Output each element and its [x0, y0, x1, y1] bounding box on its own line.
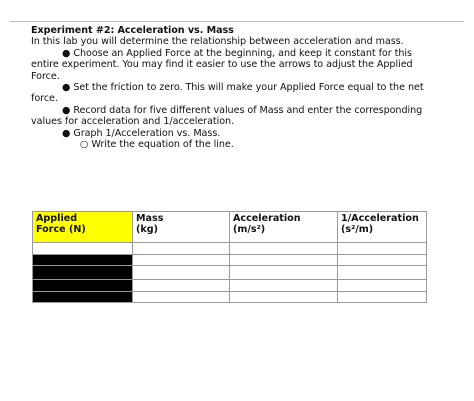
table-row — [33, 255, 427, 266]
table-cell[interactable] — [338, 255, 427, 266]
table-row — [33, 292, 427, 303]
table-cell[interactable] — [133, 255, 230, 266]
table-cell[interactable] — [230, 280, 338, 292]
bullet-text: Set the friction to zero. This will make your Applied Force equal to the net — [73, 82, 424, 94]
table-row — [33, 280, 427, 292]
table-cell[interactable] — [230, 255, 338, 266]
header-mass — [133, 212, 230, 243]
table-cell[interactable] — [338, 243, 427, 255]
table-cell[interactable] — [33, 266, 133, 280]
bullet-continuation: Force. — [31, 70, 60, 82]
bullet-item-4 — [31, 128, 451, 139]
experiment-text — [31, 25, 451, 150]
sub-bullet-text: Write the equation of the line. — [91, 139, 234, 151]
header-line: Acceleration — [233, 213, 301, 224]
table-cell[interactable] — [133, 243, 230, 255]
header-line: (kg) — [136, 224, 159, 236]
header-line: (m/s²) — [233, 224, 266, 236]
top-divider — [10, 21, 464, 22]
header-line: 1/Acceleration — [341, 213, 419, 224]
table-row — [33, 266, 427, 280]
table-cell[interactable] — [133, 280, 230, 292]
table-cell[interactable] — [230, 266, 338, 280]
header-line: Mass — [136, 213, 164, 224]
header-line: Applied — [36, 213, 78, 224]
experiment-heading: Experiment #2: Acceleration vs. Mass — [31, 25, 234, 36]
table-header-row — [33, 212, 427, 243]
data-table — [32, 211, 427, 303]
table-cell[interactable] — [33, 243, 133, 255]
table-cell[interactable] — [33, 280, 133, 292]
circle-bullet-icon: ○ — [80, 139, 89, 151]
bullet-icon: ● — [62, 82, 71, 94]
header-acceleration — [230, 212, 338, 243]
table-cell[interactable] — [338, 266, 427, 280]
header-applied-force — [33, 212, 133, 243]
bullet-continuation: entire experiment. You may find it easier to use the arrows to adjust the Applied — [31, 59, 413, 71]
bullet-text: Choose an Applied Force at the beginning, and keep it constant for this — [73, 47, 412, 59]
table-cell[interactable] — [133, 292, 230, 303]
intro-text: In this lab you will determine the relationship between acceleration and mass. — [31, 36, 404, 48]
table-cell[interactable] — [230, 292, 338, 303]
table-cell[interactable] — [33, 255, 133, 266]
bullet-item-1 — [31, 48, 451, 59]
bullet-icon: ● — [62, 47, 71, 59]
bullet-item-2 — [31, 82, 451, 93]
bullet-continuation: values for acceleration and 1/acceleration. — [31, 116, 235, 128]
bullet-continuation: force. — [31, 93, 58, 105]
table-cell[interactable] — [338, 280, 427, 292]
sub-bullet-item — [31, 139, 451, 150]
bullet-item-3 — [31, 105, 451, 116]
table-cell[interactable] — [33, 292, 133, 303]
table-cell[interactable] — [338, 292, 427, 303]
bullet-icon: ● — [62, 127, 71, 139]
bullet-text: Record data for five different values of Mass and enter the corresponding — [73, 104, 423, 116]
table-row — [33, 243, 427, 255]
table-cell[interactable] — [133, 266, 230, 280]
header-inverse-acceleration — [338, 212, 427, 243]
header-line: Force (N) — [36, 224, 86, 236]
table-cell[interactable] — [230, 243, 338, 255]
bullet-text: Graph 1/Acceleration vs. Mass. — [73, 127, 221, 139]
header-line: (s²/m) — [341, 224, 374, 236]
bullet-icon: ● — [62, 104, 71, 116]
